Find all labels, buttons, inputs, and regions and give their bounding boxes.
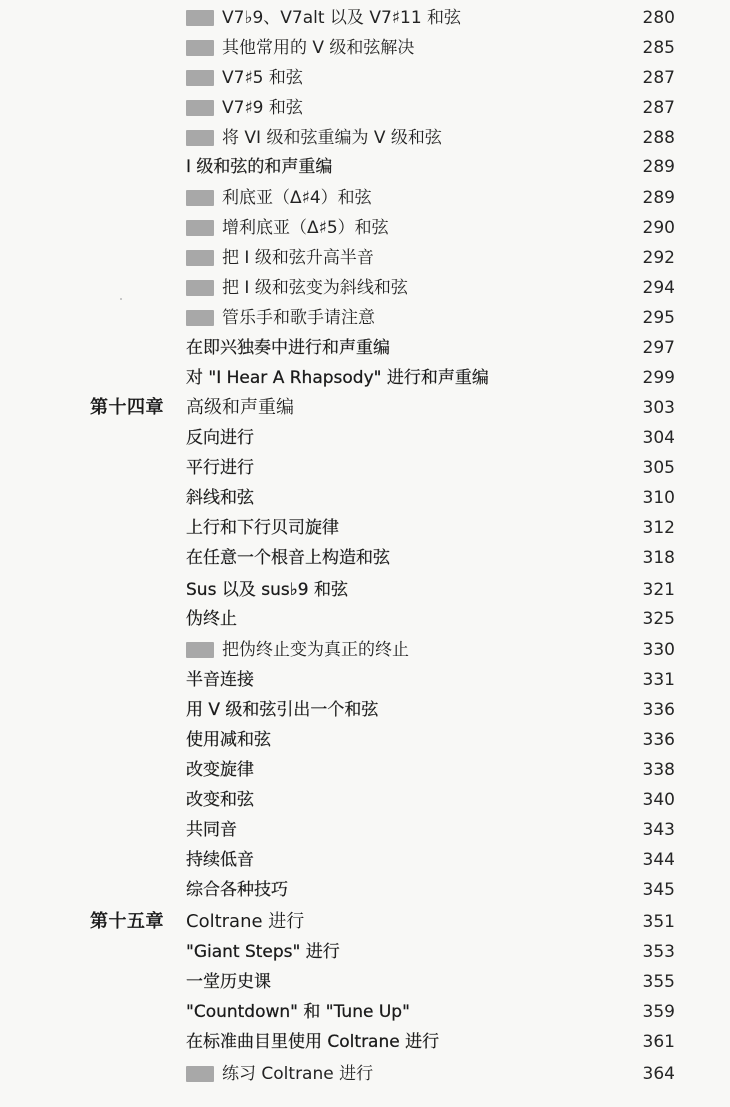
toc-entry — [186, 423, 254, 453]
toc-title: 将 VI 级和弦重编为 V 级和弦 — [222, 128, 442, 148]
toc-row — [0, 695, 730, 725]
toc-title: 管乐手和歌手请注意 — [222, 308, 375, 328]
toc-page-number: 364 — [642, 1064, 675, 1084]
subsection-marker-icon — [186, 220, 214, 236]
toc-title: 综合各种技巧 — [186, 880, 288, 900]
toc-page-number: 289 — [642, 188, 675, 208]
subsection-marker-icon — [186, 10, 214, 26]
toc-title: Sus 以及 sus♭9 和弦 — [186, 580, 348, 600]
toc-entry — [186, 453, 254, 483]
toc-row — [0, 665, 730, 695]
chapter-title — [186, 907, 304, 937]
toc-row — [0, 183, 730, 213]
toc-title: 利底亚（Δ♯4）和弦 — [222, 188, 372, 208]
toc-page-number: 345 — [642, 880, 675, 900]
toc-title: 持续低音 — [186, 850, 254, 870]
toc-page-number: 287 — [642, 68, 675, 88]
toc-row — [0, 543, 730, 573]
toc-row — [0, 725, 730, 755]
toc-row — [0, 604, 730, 634]
toc-entry — [186, 93, 303, 123]
toc-entry — [186, 123, 442, 153]
toc-title: 在标准曲目里使用 Coltrane 进行 — [186, 1032, 440, 1052]
toc-row — [0, 152, 730, 182]
toc-row — [0, 363, 730, 393]
toc-entry — [186, 63, 303, 93]
toc-title: "Giant Steps" 进行 — [186, 942, 340, 962]
toc-row — [0, 393, 730, 423]
toc-title: V7♭9、V7alt 以及 V7♯11 和弦 — [222, 8, 462, 28]
toc-row — [0, 423, 730, 453]
toc-title: 改变和弦 — [186, 790, 254, 810]
toc-title: 高级和声重编 — [186, 397, 294, 418]
toc-row — [0, 967, 730, 997]
toc-entry — [186, 695, 378, 725]
toc-page-number: 303 — [642, 398, 675, 418]
toc-entry — [186, 273, 408, 303]
toc-row — [0, 997, 730, 1027]
toc-page-number: 318 — [642, 548, 675, 568]
toc-entry — [186, 815, 237, 845]
toc-title: I 级和弦的和声重编 — [186, 157, 333, 177]
toc-title: 共同音 — [186, 820, 237, 840]
toc-row — [0, 755, 730, 785]
toc-row — [0, 1059, 730, 1089]
toc-row — [0, 303, 730, 333]
toc-row — [0, 1027, 730, 1057]
toc-entry — [186, 363, 489, 393]
toc-row — [0, 845, 730, 875]
toc-entry — [186, 875, 288, 905]
toc-page-number: 280 — [642, 8, 675, 28]
toc-row — [0, 513, 730, 543]
toc-title: 斜线和弦 — [186, 488, 254, 508]
toc-page-number: 344 — [642, 850, 675, 870]
toc-title: 使用减和弦 — [186, 730, 271, 750]
toc-title: 一堂历史课 — [186, 972, 271, 992]
toc-row — [0, 3, 730, 33]
toc-row — [0, 273, 730, 303]
toc-entry — [186, 543, 390, 573]
toc-page-number: 304 — [642, 428, 675, 448]
toc-page-number: 325 — [642, 609, 675, 629]
toc-row — [0, 123, 730, 153]
toc-entry — [186, 635, 409, 665]
toc-entry — [186, 967, 271, 997]
toc-row — [0, 453, 730, 483]
subsection-marker-icon — [186, 40, 214, 56]
toc-title: Coltrane 进行 — [186, 911, 305, 932]
toc-row — [0, 815, 730, 845]
toc-row — [0, 483, 730, 513]
toc-page-number: 289 — [642, 157, 675, 177]
toc-page-number: 321 — [642, 580, 675, 600]
toc-row — [0, 575, 730, 605]
toc-page-number: 295 — [642, 308, 675, 328]
toc-entry — [186, 937, 340, 967]
subsection-marker-icon — [186, 250, 214, 266]
toc-entry — [186, 755, 254, 785]
toc-entry — [186, 575, 348, 605]
toc-row — [0, 333, 730, 363]
toc-page-number: 351 — [642, 912, 675, 932]
toc-page-number: 294 — [642, 278, 675, 298]
toc-title: 平行进行 — [186, 458, 254, 478]
toc-title: 半音连接 — [186, 670, 254, 690]
chapter-label: 第十四章 — [90, 397, 164, 418]
subsection-marker-icon — [186, 100, 214, 116]
toc-page-number: 361 — [642, 1032, 675, 1052]
toc-title: 上行和下行贝司旋律 — [186, 518, 339, 538]
toc-page-number: 340 — [642, 790, 675, 810]
toc-page-number: 359 — [642, 1002, 675, 1022]
toc-entry — [186, 513, 339, 543]
toc-page-number: 330 — [642, 640, 675, 660]
toc-page-number: 290 — [642, 218, 675, 238]
toc-entry — [186, 845, 254, 875]
toc-title: V7♯9 和弦 — [222, 98, 303, 118]
toc-page-number: 285 — [642, 38, 675, 58]
toc-title: 伪终止 — [186, 609, 237, 629]
toc-page-number: 353 — [642, 942, 675, 962]
toc-entry — [186, 1027, 439, 1057]
toc-title: V7♯5 和弦 — [222, 68, 303, 88]
toc-entry — [186, 303, 375, 333]
toc-page-number: 343 — [642, 820, 675, 840]
toc-entry — [186, 665, 254, 695]
toc-entry — [186, 333, 390, 363]
toc-row — [0, 243, 730, 273]
toc-page-number: 336 — [642, 730, 675, 750]
toc-page-number: 310 — [642, 488, 675, 508]
toc-row — [0, 785, 730, 815]
toc-row — [0, 93, 730, 123]
toc-title: 对 "I Hear A Rhapsody" 进行和声重编 — [186, 368, 489, 388]
toc-title: 其他常用的 V 级和弦解决 — [222, 38, 415, 58]
subsection-marker-icon — [186, 70, 214, 86]
toc-entry — [186, 183, 372, 213]
toc-entry — [186, 213, 389, 243]
toc-title: 改变旋律 — [186, 760, 254, 780]
toc-row — [0, 635, 730, 665]
toc-row — [0, 33, 730, 63]
toc-page-number: 287 — [642, 98, 675, 118]
toc-entry — [186, 785, 254, 815]
toc-title: 反向进行 — [186, 428, 254, 448]
toc-page-number: 355 — [642, 972, 675, 992]
toc-row — [0, 937, 730, 967]
toc-title: 把伪终止变为真正的终止 — [222, 640, 409, 660]
toc-page-number: 338 — [642, 760, 675, 780]
toc-page-number: 292 — [642, 248, 675, 268]
toc-title: 练习 Coltrane 进行 — [222, 1064, 374, 1084]
toc-title: 把 I 级和弦升高半音 — [222, 248, 374, 268]
toc-title: 用 V 级和弦引出一个和弦 — [186, 700, 379, 720]
toc-entry — [186, 997, 410, 1027]
toc-page-number: 312 — [642, 518, 675, 538]
toc-title: 在任意一个根音上构造和弦 — [186, 548, 390, 568]
toc-page-number: 288 — [642, 128, 675, 148]
toc-title: 在即兴独奏中进行和声重编 — [186, 338, 390, 358]
toc-entry — [186, 1059, 373, 1089]
toc-entry — [186, 604, 237, 634]
chapter-label: 第十五章 — [90, 911, 164, 932]
toc-entry — [186, 243, 374, 273]
toc-title: "Countdown" 和 "Tune Up" — [186, 1002, 410, 1022]
toc-title: 增利底亚（Δ♯5）和弦 — [222, 218, 389, 238]
toc-row — [0, 875, 730, 905]
subsection-marker-icon — [186, 310, 214, 326]
subsection-marker-icon — [186, 1066, 214, 1082]
toc-title: 把 I 级和弦变为斜线和弦 — [222, 278, 408, 298]
toc-entry — [186, 483, 254, 513]
toc-row — [0, 907, 730, 937]
toc-page-number: 299 — [642, 368, 675, 388]
toc-entry — [186, 725, 271, 755]
toc-row — [0, 63, 730, 93]
toc-page-number: 336 — [642, 700, 675, 720]
subsection-marker-icon — [186, 280, 214, 296]
toc-page-number: 305 — [642, 458, 675, 478]
toc-entry — [186, 33, 414, 63]
subsection-marker-icon — [186, 130, 214, 146]
toc-page-number: 297 — [642, 338, 675, 358]
toc-entry — [186, 3, 461, 33]
toc-page-number: 331 — [642, 670, 675, 690]
subsection-marker-icon — [186, 642, 214, 658]
subsection-marker-icon — [186, 190, 214, 206]
toc-row — [0, 213, 730, 243]
toc-entry — [186, 152, 332, 182]
chapter-title — [186, 393, 294, 423]
